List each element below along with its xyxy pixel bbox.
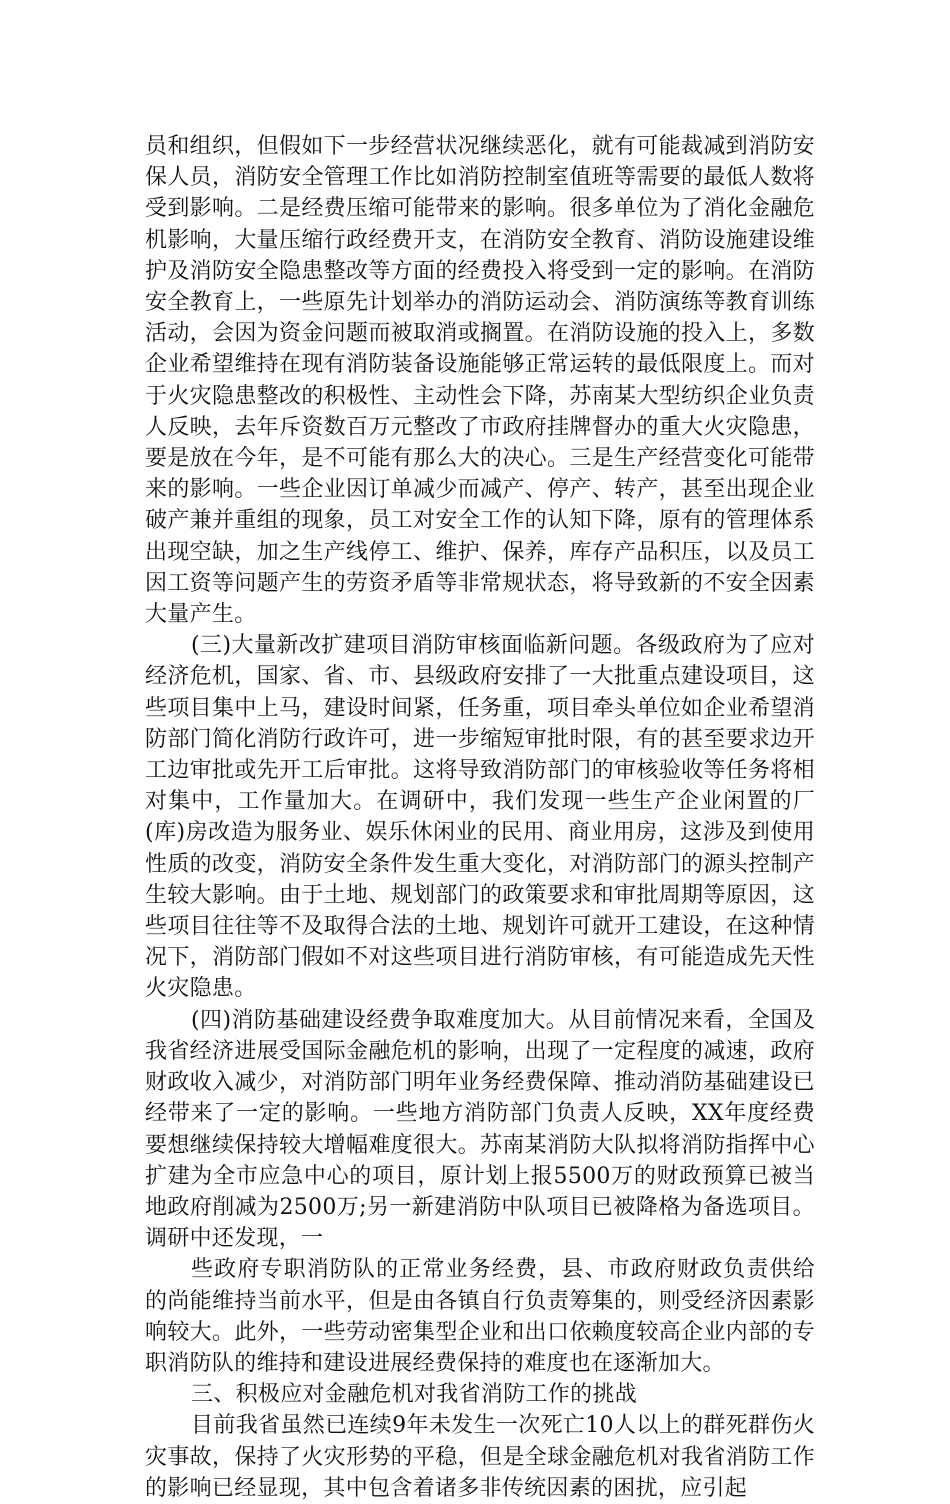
paragraph-3: (四)消防基础建设经费争取难度加大。从目前情况来看，全国及我省经济进展受国际金融危机的影响，出现了一定程度的减速，政府财政收入减少，对消防部门明年业务经费保障、推动消防基础建设已经带来了一定的影响。一些地方消防部门负责人反映，XX年度经费要想继续保持较大增幅难度很大。苏南某消防大队拟将消防指挥中心扩建为全市应急中心的项目，原计划上报5500万的财政预算已被当地政府削减为2500万;另一新建消防中队项目已被降格为备选项目。调研中还发现，一 [145,1007,815,1252]
paragraph-4: 些政府专职消防队的正常业务经费，县、市政府财政负责供给的尚能维持当前水平，但是由各镇自行负责筹集的，则受经济因素影响较大。此外，一些劳动密集型企业和出口依赖度较高企业内部的专职消防队的维持和建设进展经费保持的难度也在逐渐加大。 [145,1257,815,1376]
section-heading: 三、积极应对金融危机对我省消防工作的挑战 [191,1382,638,1408]
document-body [145,131,815,1504]
paragraph-5: 目前我省虽然已连续9年未发生一次死亡10人以上的群死群伤火灾事故，保持了火灾形势的平稳，但是全球金融危机对我省消防工作的影响已经显现，其中包含着诸多非传统因素的困扰，应引起 [145,1413,815,1501]
paragraph-1: 员和组织，但假如下一步经营状况继续恶化，就有可能裁减到消防安保人员，消防安全管理工作比如消防控制室值班等需要的最低人数将受到影响。二是经费压缩可能带来的影响。很多单位为了消化金融危机影响，大量压缩行政经费开支，在消防安全教育、消防设施建设维护及消防安全隐患整改等方面的经费投入将受到一定的影响。在消防安全教育上，一些原先计划举办的消防运动会、消防演练等教育训练活动，会因为资金问题而被取消或搁置。在消防设施的投入上，多数企业希望维持在现有消防装备设施能够正常运转的最低限度上。而对于火灾隐患整改的积极性、主动性会下降，苏南某大型纺织企业负责人反映，去年斥资数百万元整改了市政府挂牌督办的重大火灾隐患，要是放在今年，是不可能有那么大的决心。三是生产经营变化可能带来的影响。一些企业因订单减少而减产、停产、转产，甚至出现企业破产兼并重组的现象，员工对安全工作的认知下降，原有的管理体系出现空缺，加之生产线停工、维护、保养，库存产品积压，以及员工因工资等问题产生的劳资矛盾等非常规状态，将导致新的不安全因素大量产生。 [145,134,815,628]
paragraph-2: (三)大量新改扩建项目消防审核面临新问题。各级政府为了应对经济危机，国家、省、市、县级政府安排了一大批重点建设项目，这些项目集中上马，建设时间紧，任务重，项目牵头单位如企业希望消防部门简化消防行政许可，进一步缩短审批时限，有的甚至要求边开工边审批或先开工后审批。这将导致消防部门的审核验收等任务将相对集中，工作量加大。在调研中，我们发现一些生产企业闲置的厂(库)房改造为服务业、娱乐休闲业的民用、商业用房，这涉及到使用性质的改变，消防安全条件发生重大变化，对消防部门的源头控制产生较大影响。由于土地、规划部门的政策要求和审批周期等原因，这些项目往往等不及取得合法的土地、规划许可就开工建设，在这种情况下，消防部门假如不对这些项目进行消防审核，有可能造成先天性火灾隐患。 [145,633,815,1002]
